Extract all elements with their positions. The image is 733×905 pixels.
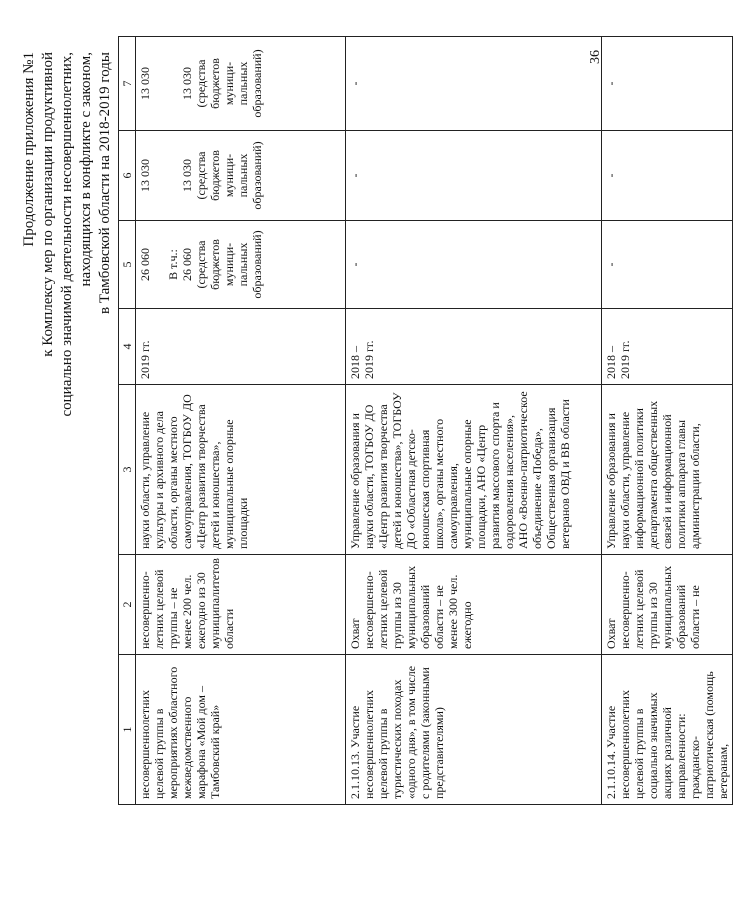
period-cell: 2018 – 2019 гг. bbox=[602, 309, 733, 385]
column-header: 6 bbox=[119, 131, 136, 221]
page-number: 36 bbox=[588, 50, 603, 64]
appendix-header bbox=[20, 52, 115, 417]
column-header: 7 bbox=[119, 37, 136, 131]
measures-table bbox=[118, 36, 733, 805]
measure-cell: 2.1.10.13. Участие несовершеннолетних целевой группы в туристических походах «одного дня», в том числе с родителями (законными представителями) bbox=[346, 655, 602, 805]
column-header: 3 bbox=[119, 385, 136, 555]
column-header: 4 bbox=[119, 309, 136, 385]
header-line: Продолжение приложения №1 bbox=[21, 52, 37, 247]
indicator-cell: Охват несовершенно-летних целевой группы из 30 муниципальных образований области – не менее 300 чел. ежегодно bbox=[346, 555, 602, 655]
header-line: к Комплексу мер по организации продуктивной bbox=[40, 52, 56, 357]
column-header: 1 bbox=[119, 655, 136, 805]
table-row bbox=[602, 37, 733, 805]
measure-cell: 2.1.10.14. Участие несовершеннолетних целевой группы в социально значимых акциях различной направленности: гражданско-патриотическая (помощь ветеранам, bbox=[602, 655, 733, 805]
year-2018-cell: - bbox=[602, 131, 733, 221]
header-line: социально значимой деятельности несовершеннолетних, bbox=[59, 52, 75, 417]
total-cell: - bbox=[346, 221, 602, 309]
year-2019-cell: - bbox=[602, 37, 733, 131]
total-cell: - bbox=[602, 221, 733, 309]
year-2019-cell: 13 030 13 030 (средства бюджетов муници-пальных образований) bbox=[136, 37, 346, 131]
year-2018-cell: 13 030 13 030 (средства бюджетов муници-пальных образований) bbox=[136, 131, 346, 221]
period-cell: 2018 – 2019 гг. bbox=[346, 309, 602, 385]
table-row bbox=[346, 37, 602, 805]
header-line: в Тамбовской области на 2018-2019 годы bbox=[97, 52, 113, 314]
year-2019-cell: - bbox=[346, 37, 602, 131]
column-number-row bbox=[119, 37, 136, 805]
indicator-cell: несовершенно-летних целевой группы – не менее 200 чел. ежегодно из 30 муниципалитетов области bbox=[136, 555, 346, 655]
executors-cell: Управление образования и науки области, управление информационной политики департамента общественных связей и информационной политики аппарата главы администрации области, bbox=[602, 385, 733, 555]
executors-cell: Управление образования и науки области, ТОГБОУ ДО «Центр развития творчества детей и юношества», ТОГБОУ ДО «Областная детско-юношеская спортивная школа», органы местного самоуправления, муниципальные опорные площадки, АНО «Центр развития массового спорта и оздоровления населения», АНО «Военно-патриотическое объединение «Победа», Общественная организация ветеранов ОВД и ВВ области bbox=[346, 385, 602, 555]
period-cell: 2019 гг. bbox=[136, 309, 346, 385]
indicator-cell: Охват несовершенно-летних целевой группы из 30 муниципальных образований области – не bbox=[602, 555, 733, 655]
column-header: 5 bbox=[119, 221, 136, 309]
column-header: 2 bbox=[119, 555, 136, 655]
total-cell: 26 060 В т.ч.: 26 060 (средства бюджетов муници-пальных образований) bbox=[136, 221, 346, 309]
measure-cell: несовершеннолетних целевой группы в мероприятиях областного межведомственного марафона «Мой дом – Тамбовский край» bbox=[136, 655, 346, 805]
table-row bbox=[136, 37, 346, 805]
header-line: находящихся в конфликте с законом, bbox=[78, 52, 94, 287]
executors-cell: науки области, управление культуры и архивного дела области, органы местного самоуправления, ТОГБОУ ДО «Центр развития творчества детей и юношества», муниципальные опорные площадки bbox=[136, 385, 346, 555]
year-2018-cell: - bbox=[346, 131, 602, 221]
